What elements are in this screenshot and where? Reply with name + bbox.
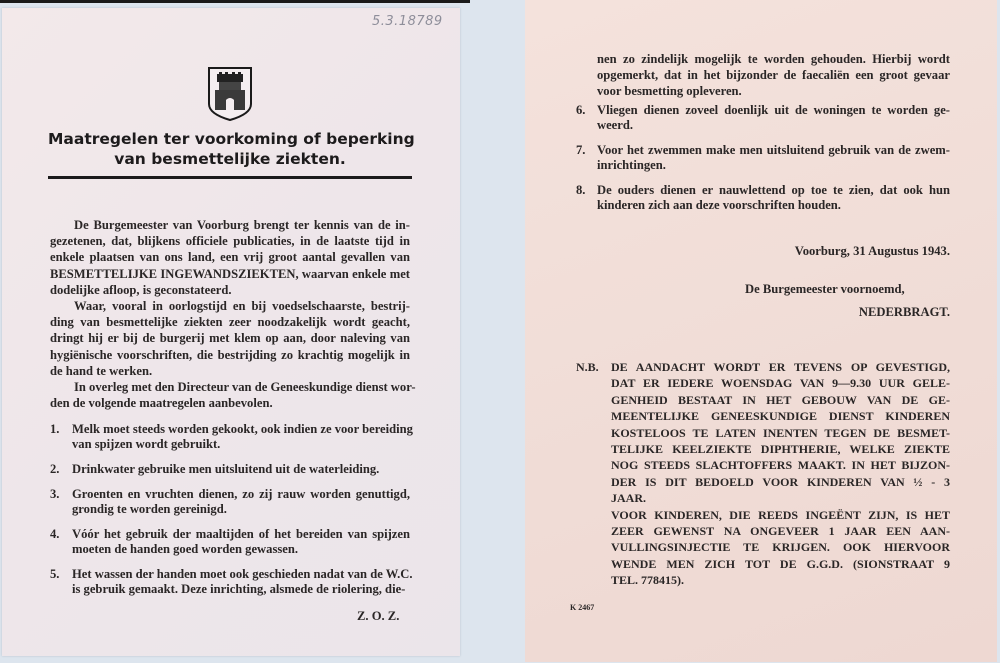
nb-text-line: KOSTELOOS TE LATEN INENTEN TEGEN DE BESMET- [611,425,950,440]
list-item-text [597,143,950,172]
nb-text-line: ZEER GEWENST NA ONGEVEER 1 JAAR EEN AAN- [611,523,950,538]
intro-paragraph [50,379,416,411]
nb-notice [611,359,950,588]
text-line: Melk moet steeds worden gekookt, ook indien ze voor bereiding [72,422,413,436]
list-item-number: 1. [50,422,60,436]
text-line: Groenten en vruchten dienen, zo zij rauw worden genuttigd, [72,487,410,501]
text-line: kinderen zich aan deze voorschriften houden. [597,197,841,212]
text-line: opgemerkt, dat in het bijzonder de faecaliën een groot gevaar [597,68,950,83]
text-line: Vliegen dienen zoveel doenlijk uit de woningen te worden ge- [597,103,950,117]
nb-text-line: GENHEID BESTAAT IN HET GEBOUW VAN DE GE- [611,392,950,407]
text-line: Voor het zwemmen make men uitsluitend gebruik van de zwem- [597,143,950,157]
nb-text-line: VULLINGSINJECTIE TE KRIJGEN. OOK HIERVOOR [611,540,950,555]
text-line: van spijzen wordt gebruikt. [72,436,221,451]
document-title-line-2: van besmettelijke ziekten. [114,150,346,168]
text-line: enkele plaatsen van ons land, een vrij groot aantal gevallen van [50,250,410,265]
nb-text-line: NOG STEEDS SLACHTOFFERS MAAKT. IN HET BIJZON- [611,458,950,473]
text-line: nen zo zindelijk mogelijk te worden gehouden. Hierbij wordt [597,52,950,66]
list-item-number: 5. [50,567,60,581]
text-line: BESMETTELIJKE INGEWANDSZIEKTEN, waarvan enkele met [50,266,410,281]
document-title-line-1: Maatregelen ter voorkoming of beperking [48,130,415,148]
signature-name: NEDERBRAGT. [858,305,950,319]
list-item-text [72,487,410,516]
nb-text-line: DE AANDACHT WORDT ER TEVENS OP GEVESTIGD, [611,360,950,374]
text-line: Vóór het gebruik der maaltijden of het bereiden van spijzen [72,527,410,541]
list-item-number: 3. [50,487,60,501]
nb-text-line: TELIJKE KEELZIEKTE DIPHTHERIE, WELKE ZIEKTE [611,441,950,456]
list-item-number: 6. [576,103,586,117]
nb-text-line: VOOR KINDEREN, DIE REEDS INGEËNT ZIJN, IS HET [611,507,950,522]
text-line: ding van besmettelijke ziekten zeer noodzakelijk wordt geacht, [50,315,410,330]
list-item-text [72,422,413,451]
nb-text-line: DAT ER IEDERE WOENSDAG VAN 9—9.30 UUR GELE- [611,376,950,391]
list-item-text [597,103,950,132]
nb-text-line: JAAR. [611,491,646,506]
list-item-text [72,462,410,477]
intro-text [50,217,416,411]
archive-number: 5.3.18789 [372,14,443,29]
nb-text-line: DER IS DIT BEDOELD VOOR KINDEREN VAN ½ - 3 [611,474,950,489]
list-item-number: 4. [50,527,60,541]
text-line: de hand te werken. [50,363,153,378]
text-line: Het wassen der handen moet ook geschieden nadat van de W.C. [72,567,413,581]
list-item-text [72,527,410,556]
text-line: De Burgemeester van Voorburg brengt ter kennis van de in- [74,218,410,232]
text-line: is gebruik gemaakt. Deze inrichting, alsmede de riolering, die- [72,581,406,596]
list-item-text [597,183,950,212]
text-line: voor besmetting opleveren. [597,84,742,99]
left-page [2,8,460,656]
list-item-text [72,567,413,596]
text-line: den de volgende maatregelen aanbevolen. [50,396,273,411]
text-line: dringt hij er bij de burgerij met klem op aan, door naleving van [50,331,410,346]
place-and-date: Voorburg, 31 Augustus 1943. [794,244,950,258]
print-code: K 2467 [570,603,595,612]
text-line: Drinkwater gebruike men uitsluitend uit de waterleiding. [72,462,380,476]
text-line: inrichtingen. [597,157,666,172]
right-page [525,0,997,662]
item-5-continuation [597,52,950,101]
text-line: grondig te worden gereinigd. [72,501,227,516]
nb-text-line: TEL. 778415). [611,573,685,588]
text-line: weerd. [597,117,634,132]
text-line: De ouders dienen er nauwlettend op toe te zien, dat ook hun [597,183,950,197]
list-item-number: 2. [50,462,60,476]
text-line: hygiënische voorschriften, die bestrijding zo krachtig mogelijk in [50,347,410,362]
text-line: gezetenen, dat, blijkens officiele publicaties, in de laatste tijd in [50,234,410,249]
scan-edge [0,0,470,3]
title-underline [48,176,412,179]
intro-paragraph [50,217,410,298]
nb-label: N.B. [576,360,599,374]
text-line: dodelijke afloop, is geconstateerd. [50,282,232,297]
signature-title: De Burgemeester voornoemd, [745,282,905,296]
list-item-number: 7. [576,143,586,157]
voorburg-coat-of-arms-icon [207,66,253,122]
nb-text-line: WENDE MEN ZICH TOT DE G.G.D. (SIONSTRAAT 9 [611,556,950,571]
text-line: moeten de handen goed worden gewassen. [72,541,298,556]
text-line: In overleg met den Directeur van de Geneeskundige dienst wor- [74,379,416,394]
page-turn-note: Z. O. Z. [357,609,400,623]
nb-text-line: MEENTELIJKE GENEESKUNDIGE DIENST KINDEREN [611,409,950,424]
list-item-number: 8. [576,183,586,197]
text-line: Waar, vooral in oorlogstijd en bij voedselschaarste, bestrij- [74,298,410,313]
intro-paragraph [50,298,410,379]
